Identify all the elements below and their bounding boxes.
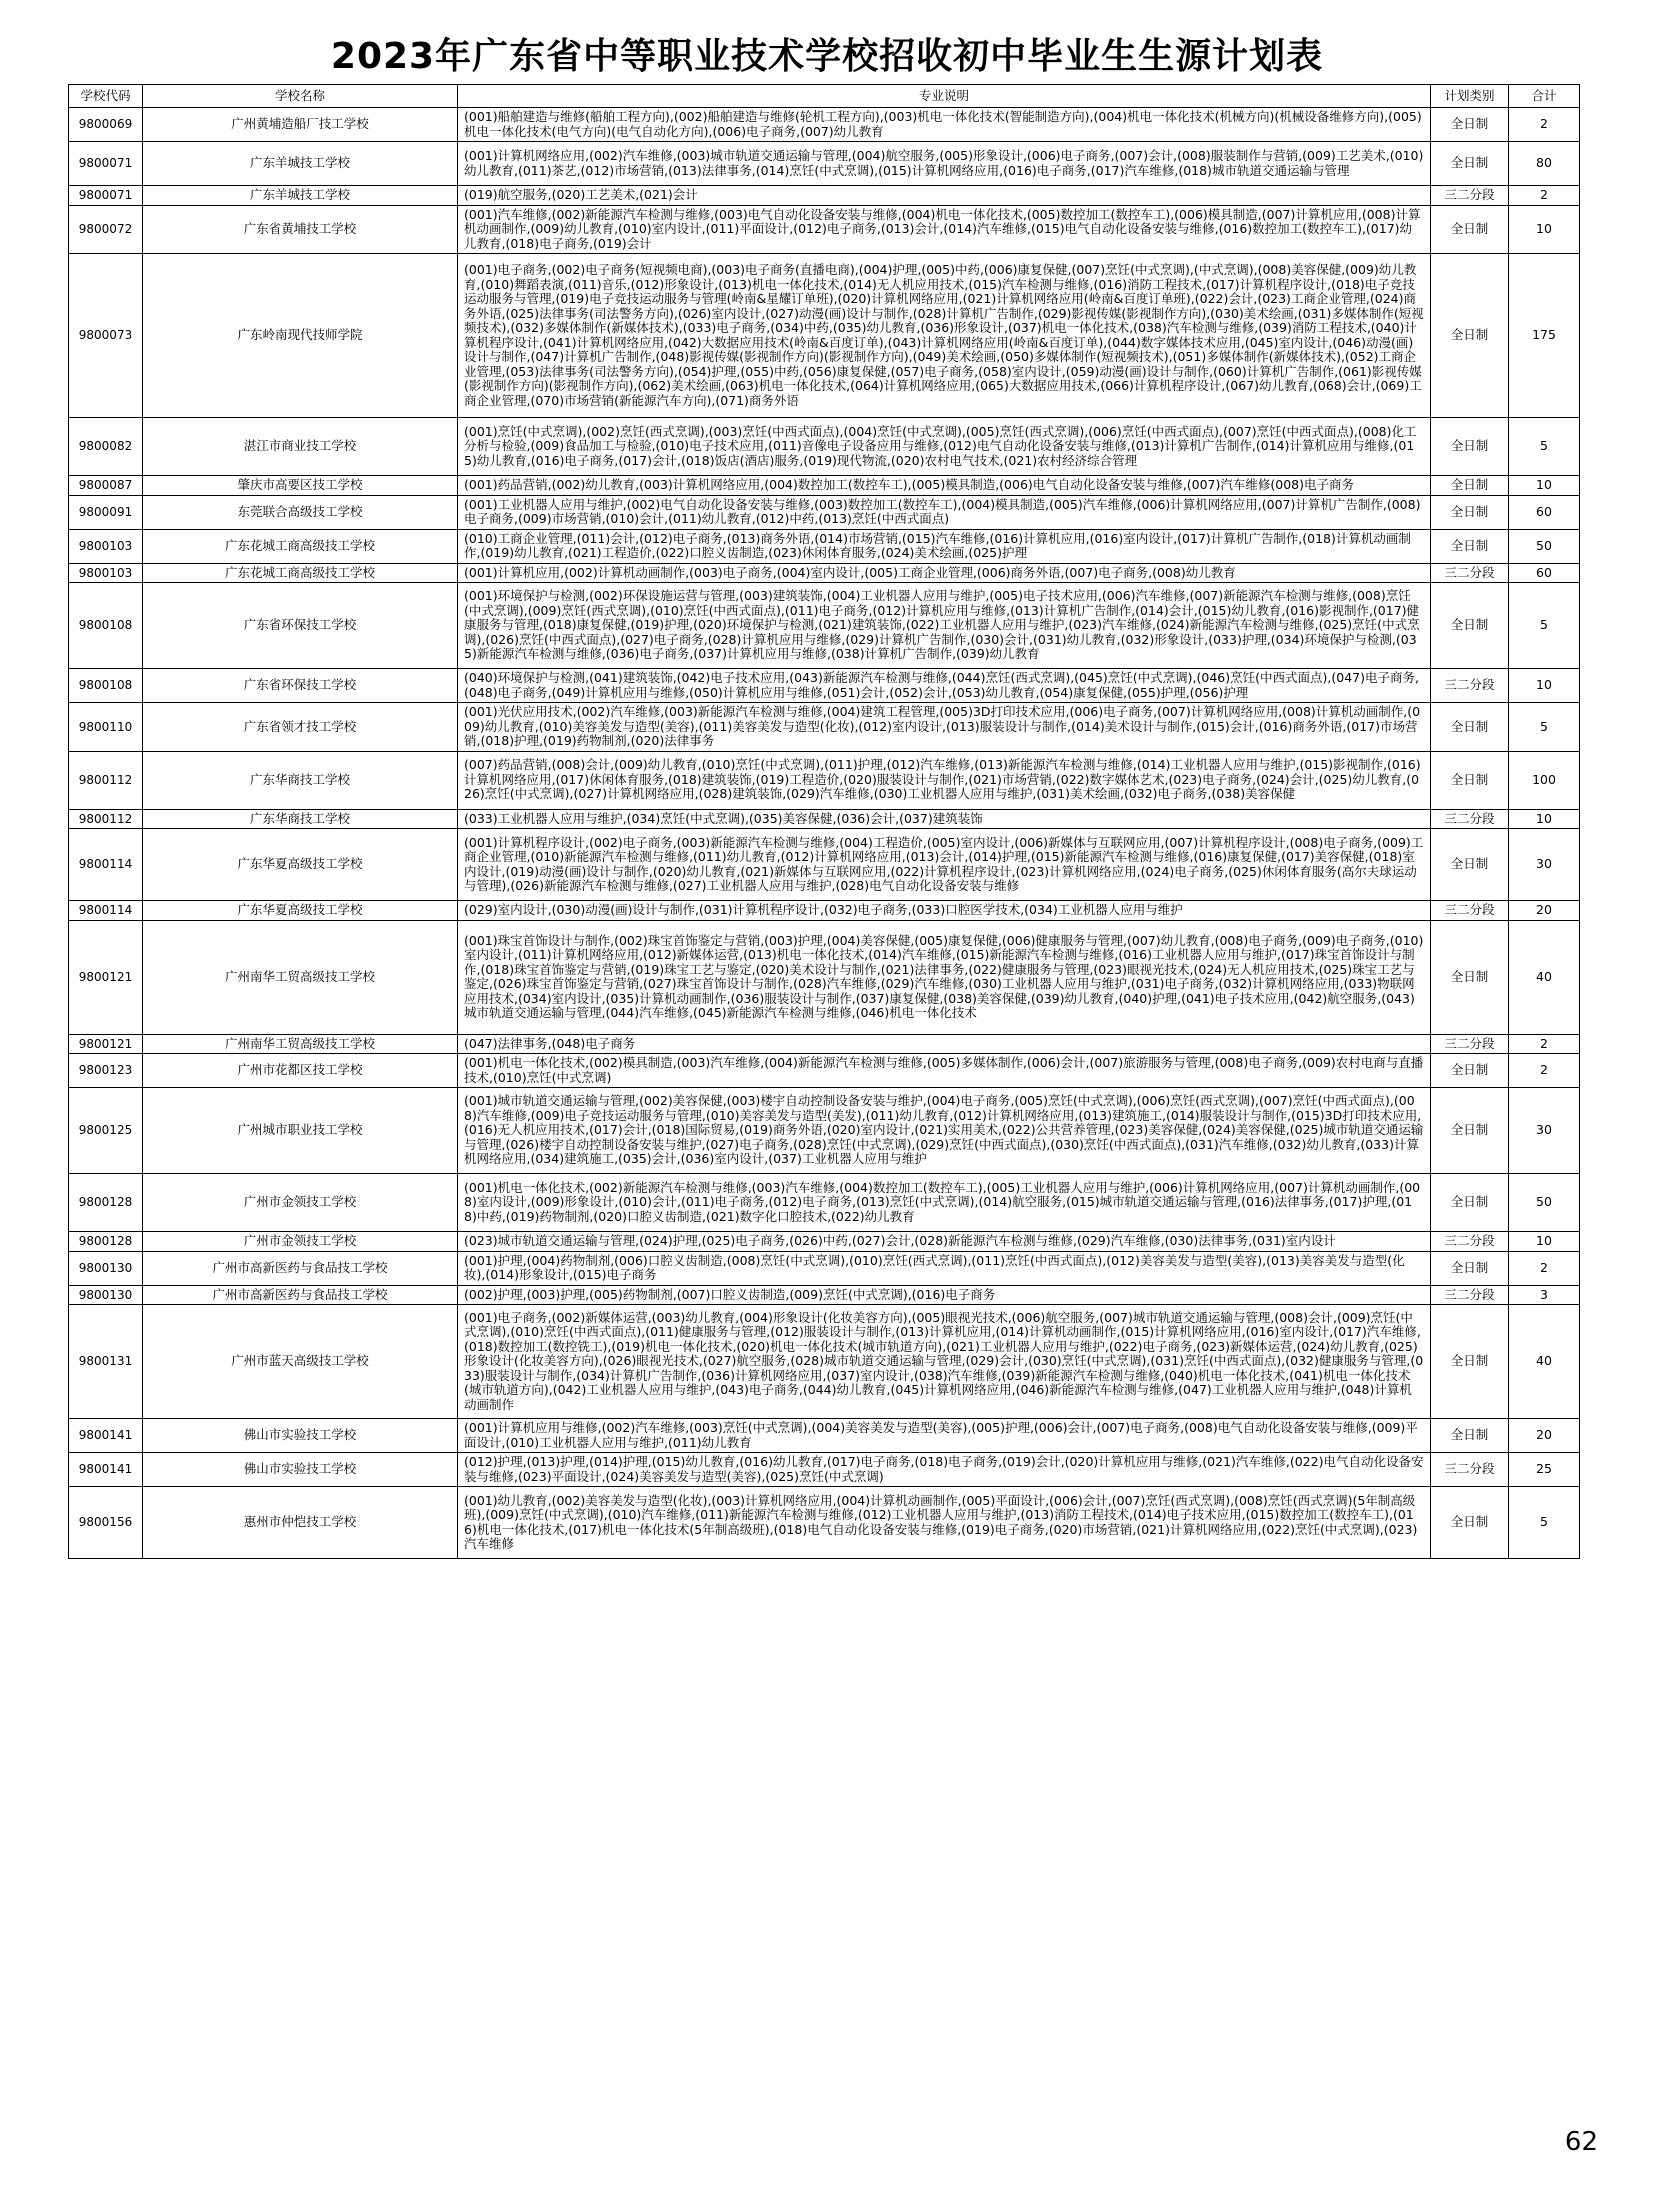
school-name-cell: 东莞联合高级技工学校 xyxy=(143,495,458,529)
header-total: 合计 xyxy=(1509,85,1580,108)
major-description-cell: (001)计算机网络应用,(002)汽车维修,(003)城市轨道交通运输与管理,(004)航空服务,(005)形象设计,(006)电子商务,(007)会计,(008)服装制作与营销,(009)工艺美术,(010)幼儿教育,(011)茶艺,(012)市场营销,(013)法律事务,(014)烹饪(中式烹调),(015)计算机网络应用,(016)电子商务,(017)汽车维修,(018)城市轨道交通运输与管理 xyxy=(458,142,1431,186)
plan-type-cell: 全日制 xyxy=(1431,703,1509,752)
major-description-cell: (001)电子商务,(002)电子商务(短视频电商),(003)电子商务(直播电商),(004)护理,(005)中药,(006)康复保健,(007)烹饪(中式烹调),(中式烹调),(008)美容保健,(009)幼儿教育,(010)舞蹈表演,(011)音乐,(012)形象设计,(013)机电一体化技术,(014)无人机应用技术,(015)汽车检测与维修,(016)消防工程技术,(017)计算机程序设计,(018)电子竞技运动服务与管理,(019)电子竞技运动服务与管理(岭南&星耀订单班),(020)计算机网络应用,(021)计算机网络应用(岭南&百度订单班),(022)会计,(023)工商企业管理,(024)商务外语,(025)法律事务(司法警务方向),(026)室内设计,(027)动漫(画)设计与制作,(028)计算机广告制作,(029)影视传媒(影视制作方向),(030)美术绘画,(031)多媒体制作(短视频技术),(032)多媒体制作(新媒体技术),(033)电子商务,(034)中药,(035)幼儿教育,(036)形象设计,(037)机电一体化技术,(038)汽车检测与维修,(039)消防工程技术,(040)计算机程序设计,(041)计算机网络应用,(042)大数据应用技术(岭南&百度订单),(043)计算机网络应用(岭南&百度订单),(044)数字媒体技术应用,(045)室内设计,(046)动漫(画)设计与制作,(047)计算机广告制作,(048)影视传媒(影视制作方向)(影视制作方向),(049)美术绘画,(050)多媒体制作(短视频技术),(051)多媒体制作(新媒体技术),(052)工商企业管理,(053)法律事务(司法警务方向),(054)护理,(055)中药,(056)康复保健,(057)电子商务,(058)室内设计,(059)动漫(画)设计与制作,(060)计算机广告制作,(061)影视传媒(影视制作方向)(影视制作方向),(062)美术绘画,(063)机电一体化技术,(064)计算机网络应用,(065)大数据应用技术,(066)计算机程序设计,(067)幼儿教育,(068)会计,(069)工商企业管理,(070)市场营销(新能源汽车方向),(071)商务外语 xyxy=(458,254,1431,418)
school-name-cell: 广东华商技工学校 xyxy=(143,751,458,809)
school-name-cell: 广州南华工贸高级技工学校 xyxy=(143,1034,458,1054)
major-description-cell: (001)计算机程序设计,(002)电子商务,(003)新能源汽车检测与维修,(004)工程造价,(005)室内设计,(006)新媒体与互联网应用,(007)计算机程序设计,(008)电子商务,(009)工商企业管理,(010)新能源汽车检测与维修,(011)幼儿教育,(012)计算机网络应用,(013)会计,(014)护理,(015)新能源汽车检测与维修,(016)康复保健,(017)美容保健,(018)室内设计,(019)动漫(画)设计与制作,(020)幼儿教育,(021)新媒体与互联网应用,(022)计算机程序设计,(023)计算机网络应用,(024)电子商务,(025)休闲体育服务(高尔夫球运动与管理),(026)新能源汽车检测与维修,(027)工业机器人应用与维护,(028)电气自动化设备安装与维修 xyxy=(458,829,1431,901)
school-code-cell: 9800071 xyxy=(69,186,143,206)
major-description-cell: (047)法律事务,(048)电子商务 xyxy=(458,1034,1431,1054)
total-cell: 2 xyxy=(1509,1251,1580,1285)
school-code-cell: 9800121 xyxy=(69,920,143,1034)
total-cell: 5 xyxy=(1509,583,1580,669)
plan-type-cell: 三二分段 xyxy=(1431,669,1509,703)
school-code-cell: 9800131 xyxy=(69,1305,143,1419)
total-cell: 10 xyxy=(1509,809,1580,829)
total-cell: 60 xyxy=(1509,563,1580,583)
plan-type-cell: 全日制 xyxy=(1431,1487,1509,1559)
school-code-cell: 9800130 xyxy=(69,1285,143,1305)
plan-type-cell: 全日制 xyxy=(1431,583,1509,669)
major-description-cell: (007)药品营销,(008)会计,(009)幼儿教育,(010)烹饪(中式烹调),(011)护理,(012)汽车维修,(013)新能源汽车检测与维修,(014)工业机器人应用与维护,(015)影视制作,(016)计算机网络应用,(017)休闲体育服务,(018)建筑装饰,(019)工程造价,(020)服装设计与制作,(021)市场营销,(022)数字媒体艺术,(023)电子商务,(024)会计,(025)幼儿教育,(026)烹饪(中式烹调),(027)计算机网络应用,(028)建筑装饰,(029)汽车维修,(030)工业机器人应用与维护,(031)美术绘画,(032)电子商务,(038)美容保健 xyxy=(458,751,1431,809)
school-code-cell: 9800130 xyxy=(69,1251,143,1285)
table-row xyxy=(69,1305,1580,1419)
school-code-cell: 9800114 xyxy=(69,901,143,921)
header-plan-type: 计划类别 xyxy=(1431,85,1509,108)
school-code-cell: 9800125 xyxy=(69,1088,143,1174)
school-code-cell: 9800123 xyxy=(69,1054,143,1088)
major-description-cell: (001)护理,(004)药物制剂,(006)口腔义齿制造,(008)烹饪(中式烹调),(010)烹饪(西式烹调),(011)烹饪(中西式面点),(012)美容美发与造型(美容),(013)美容美发与造型(化妆),(014)形象设计,(015)电子商务 xyxy=(458,1251,1431,1285)
school-name-cell: 广州黄埔造船厂技工学校 xyxy=(143,108,458,142)
school-code-cell: 9800108 xyxy=(69,669,143,703)
table-row xyxy=(69,1419,1580,1453)
plan-type-cell: 三二分段 xyxy=(1431,901,1509,921)
total-cell: 50 xyxy=(1509,1174,1580,1232)
table-row xyxy=(69,1453,1580,1487)
school-code-cell: 9800128 xyxy=(69,1232,143,1252)
school-code-cell: 9800091 xyxy=(69,495,143,529)
page-title: 2023年广东省中等职业技术学校招收初中毕业生生源计划表 xyxy=(330,36,1324,77)
enrollment-plan-table xyxy=(68,84,1580,1559)
major-description-cell: (010)工商企业管理,(011)会计,(012)电子商务,(013)商务外语,(014)市场营销,(015)汽车维修,(016)计算机应用,(016)室内设计,(017)计算机广告制作,(018)计算机动画制作,(019)幼儿教育,(021)工程造价,(022)口腔义齿制造,(023)休闲体育服务,(024)美术绘画,(025)护理 xyxy=(458,529,1431,563)
major-description-cell: (023)城市轨道交通运输与管理,(024)护理,(025)电子商务,(026)中药,(027)会计,(028)新能源汽车检测与维修,(029)汽车维修,(030)法律事务,(031)室内设计 xyxy=(458,1232,1431,1252)
plan-type-cell: 全日制 xyxy=(1431,495,1509,529)
plan-type-cell: 全日制 xyxy=(1431,108,1509,142)
plan-type-cell: 三二分段 xyxy=(1431,563,1509,583)
header-school-code: 学校代码 xyxy=(69,85,143,108)
table-row xyxy=(69,1034,1580,1054)
total-cell: 80 xyxy=(1509,142,1580,186)
total-cell: 20 xyxy=(1509,1419,1580,1453)
major-description-cell: (033)工业机器人应用与维护,(034)烹饪(中式烹调),(035)美容保健,(036)会计,(037)建筑装饰 xyxy=(458,809,1431,829)
plan-type-cell: 三二分段 xyxy=(1431,1034,1509,1054)
major-description-cell: (001)幼儿教育,(002)美容美发与造型(化妆),(003)计算机网络应用,(004)计算机动画制作,(005)平面设计,(006)会计,(007)烹饪(西式烹调),(008)烹饪(西式烹调)(5年制高级班),(009)烹饪(中式烹调),(010)汽车维修,(011)新能源汽车检测与维修,(012)工业机器人应用与维护,(013)消防工程技术,(014)电子技术应用,(015)数控加工(数控车工),(016)机电一体化技术,(017)机电一体化技术(5年制高级班),(018)电气自动化设备安装与维修,(019)电子商务,(020)市场营销,(021)计算机网络应用,(022)烹饪(中式烹调),(023)汽车维修 xyxy=(458,1487,1431,1559)
school-name-cell: 广东花城工商高级技工学校 xyxy=(143,529,458,563)
major-description-cell: (012)护理,(013)护理,(014)护理,(015)幼儿教育,(016)幼儿教育,(017)电子商务,(018)电子商务,(019)会计,(020)计算机应用与维修,(021)汽车维修,(022)电气自动化设备安装与维修,(023)平面设计,(024)美容美发与造型(美容),(025)烹饪(中式烹调) xyxy=(458,1453,1431,1487)
plan-type-cell: 全日制 xyxy=(1431,829,1509,901)
major-description-cell: (029)室内设计,(030)动漫(画)设计与制作,(031)计算机程序设计,(032)电子商务,(033)口腔医学技术,(034)工业机器人应用与维护 xyxy=(458,901,1431,921)
school-name-cell: 广州市高新医药与食品技工学校 xyxy=(143,1285,458,1305)
total-cell: 10 xyxy=(1509,669,1580,703)
total-cell: 2 xyxy=(1509,186,1580,206)
table-row xyxy=(69,669,1580,703)
school-code-cell: 9800110 xyxy=(69,703,143,752)
total-cell: 5 xyxy=(1509,418,1580,476)
total-cell: 2 xyxy=(1509,1034,1580,1054)
major-description-cell: (001)工业机器人应用与维护,(002)电气自动化设备安装与维修,(003)数控加工(数控车工),(004)模具制造,(005)汽车维修,(006)计算机网络应用,(007)计算机广告制作,(008)电子商务,(009)市场营销,(010)会计,(011)幼儿教育,(012)中药,(013)烹饪(中西式面点) xyxy=(458,495,1431,529)
school-name-cell: 肇庆市高要区技工学校 xyxy=(143,476,458,496)
total-cell: 2 xyxy=(1509,108,1580,142)
plan-type-cell: 全日制 xyxy=(1431,1054,1509,1088)
plan-type-cell: 全日制 xyxy=(1431,205,1509,254)
school-name-cell: 广东华商技工学校 xyxy=(143,809,458,829)
total-cell: 25 xyxy=(1509,1453,1580,1487)
plan-type-cell: 三二分段 xyxy=(1431,809,1509,829)
plan-type-cell: 全日制 xyxy=(1431,1251,1509,1285)
major-description-cell: (001)计算机应用与维修,(002)汽车维修,(003)烹饪(中式烹调),(004)美容美发与造型(美容),(005)护理,(006)会计,(007)电子商务,(008)电气自动化设备安装与维修,(009)平面设计,(010)工业机器人应用与维护,(011)幼儿教育 xyxy=(458,1419,1431,1453)
table-row xyxy=(69,142,1580,186)
header-major-description: 专业说明 xyxy=(458,85,1431,108)
table-row xyxy=(69,1251,1580,1285)
school-code-cell: 9800072 xyxy=(69,205,143,254)
major-description-cell: (040)环境保护与检测,(041)建筑装饰,(042)电子技术应用,(043)新能源汽车检测与维修,(044)烹饪(西式烹调),(045)烹饪(中式烹调),(046)烹饪(中西式面点),(047)电子商务,(048)电子商务,(049)计算机应用与维修,(050)计算机应用与维修,(051)会计,(052)会计,(053)幼儿教育,(054)康复保健,(055)护理,(056)护理 xyxy=(458,669,1431,703)
total-cell: 5 xyxy=(1509,703,1580,752)
table-row xyxy=(69,829,1580,901)
school-code-cell: 9800112 xyxy=(69,809,143,829)
school-name-cell: 广东省领才技工学校 xyxy=(143,703,458,752)
table-body xyxy=(69,108,1580,1559)
school-name-cell: 广东华夏高级技工学校 xyxy=(143,829,458,901)
total-cell: 30 xyxy=(1509,1088,1580,1174)
plan-type-cell: 全日制 xyxy=(1431,476,1509,496)
school-name-cell: 广州市金领技工学校 xyxy=(143,1174,458,1232)
table-row xyxy=(69,476,1580,496)
page-number: 62 xyxy=(1564,2127,1598,2157)
school-name-cell: 湛江市商业技工学校 xyxy=(143,418,458,476)
school-code-cell: 9800087 xyxy=(69,476,143,496)
school-code-cell: 9800112 xyxy=(69,751,143,809)
school-name-cell: 佛山市实验技工学校 xyxy=(143,1453,458,1487)
total-cell: 10 xyxy=(1509,476,1580,496)
major-description-cell: (001)机电一体化技术,(002)模具制造,(003)汽车维修,(004)新能源汽车检测与维修,(005)多媒体制作,(006)会计,(007)旅游服务与管理,(008)电子商务,(009)农村电商与直播技术,(010)烹饪(中式烹调) xyxy=(458,1054,1431,1088)
table-row xyxy=(69,809,1580,829)
major-description-cell: (001)汽车维修,(002)新能源汽车检测与维修,(003)电气自动化设备安装与维修,(004)机电一体化技术,(005)数控加工(数控车工),(006)模具制造,(007)计算机应用,(008)计算机动画制作,(009)幼儿教育,(010)室内设计,(011)平面设计,(012)电子商务,(013)会计,(014)汽车维修,(015)电气自动化设备安装与维修,(016)数控加工(数控车工),(017)幼儿教育,(018)电子商务,(019)会计 xyxy=(458,205,1431,254)
school-name-cell: 广州市花都区技工学校 xyxy=(143,1054,458,1088)
school-code-cell: 9800103 xyxy=(69,563,143,583)
table-row xyxy=(69,186,1580,206)
plan-type-cell: 全日制 xyxy=(1431,920,1509,1034)
plan-type-cell: 全日制 xyxy=(1431,529,1509,563)
table-row xyxy=(69,1054,1580,1088)
major-description-cell: (001)机电一体化技术,(002)新能源汽车检测与维修,(003)汽车维修,(004)数控加工(数控车工),(005)工业机器人应用与维护,(006)计算机网络应用,(007)计算机动画制作,(008)室内设计,(009)形象设计,(010)会计,(011)电子商务,(012)电子商务,(013)烹饪(中式烹调),(014)航空服务,(015)城市轨道交通运输与管理,(016)法律事务,(017)护理,(018)中药,(019)药物制剂,(020)口腔义齿制造,(021)数字化口腔技术,(022)幼儿教育 xyxy=(458,1174,1431,1232)
school-code-cell: 9800069 xyxy=(69,108,143,142)
major-description-cell: (002)护理,(003)护理,(005)药物制剂,(007)口腔义齿制造,(009)烹饪(中式烹调),(016)电子商务 xyxy=(458,1285,1431,1305)
major-description-cell: (001)环境保护与检测,(002)环保设施运营与管理,(003)建筑装饰,(004)工业机器人应用与维护,(005)电子技术应用,(006)汽车维修,(007)新能源汽车检测与维修,(008)烹饪(中式烹调),(009)烹饪(西式烹调),(010)烹饪(中西式面点),(011)电子商务,(012)计算机应用与维修,(013)计算机广告制作,(014)会计,(015)幼儿教育,(016)影视制作,(017)健康服务与管理,(018)康复保健,(019)护理,(020)环境保护与检测,(021)建筑装饰,(022)工业机器人应用与维护,(023)汽车维修,(024)新能源汽车检测与维修,(025)烹饪(中式烹调),(026)烹饪(中西式面点),(027)电子商务,(028)计算机应用与维修,(029)计算机广告制作,(030)会计,(031)幼儿教育,(032)形象设计,(033)护理,(034)环境保护与检测,(035)新能源汽车检测与维修,(036)电子商务,(037)计算机应用与维修,(038)计算机广告制作,(039)幼儿教育 xyxy=(458,583,1431,669)
table-row xyxy=(69,583,1580,669)
school-code-cell: 9800121 xyxy=(69,1034,143,1054)
major-description-cell: (019)航空服务,(020)工艺美术,(021)会计 xyxy=(458,186,1431,206)
school-name-cell: 广东省环保技工学校 xyxy=(143,583,458,669)
table-row xyxy=(69,1088,1580,1174)
school-name-cell: 广东省环保技工学校 xyxy=(143,669,458,703)
table-row xyxy=(69,1487,1580,1559)
major-description-cell: (001)电子商务,(002)新媒体运营,(003)幼儿教育,(004)形象设计(化妆美容方向),(005)眼视光技术,(006)航空服务,(007)城市轨道交通运输与管理,(008)会计,(009)烹饪(中式烹调),(010)烹饪(中西式面点),(011)健康服务与管理,(012)服装设计与制作,(013)计算机应用,(014)计算机动画制作,(015)计算机网络应用,(016)室内设计,(017)汽车维修,(018)数控加工(数控铣工),(019)机电一体化技术,(020)机电一体化技术(城市轨道方向),(021)工业机器人应用与维护,(022)电子商务,(023)新媒体运营,(024)幼儿教育,(025)形象设计(化妆美容方向),(026)眼视光技术,(027)航空服务,(028)城市轨道交通运输与管理,(029)会计,(030)烹饪(中式烹调),(031)烹饪(中西式面点),(032)健康服务与管理,(033)服装设计与制作,(034)计算机广告制作,(036)计算机网络应用,(037)室内设计,(038)汽车维修,(039)新能源汽车检测与维修,(040)机电一体化技术,(041)机电一体化技术(城市轨道方向),(042)工业机器人应用与维护,(043)电子商务,(044)幼儿教育,(045)计算机网络应用,(046)新能源汽车检测与维修,(047)工业机器人应用与维护,(048)计算机动画制作 xyxy=(458,1305,1431,1419)
total-cell: 3 xyxy=(1509,1285,1580,1305)
school-name-cell: 广东羊城技工学校 xyxy=(143,142,458,186)
total-cell: 10 xyxy=(1509,1232,1580,1252)
table-row xyxy=(69,703,1580,752)
major-description-cell: (001)城市轨道交通运输与管理,(002)美容保健,(003)楼宇自动控制设备安装与维护,(004)电子商务,(005)烹饪(中式烹调),(006)烹饪(西式烹调),(007)烹饪(中西式面点),(008)汽车维修,(009)电子竞技运动服务与管理,(010)美容美发与造型(美发),(011)幼儿教育,(012)计算机网络应用,(013)建筑施工,(014)服装设计与制作,(015)3D打印技术应用,(016)无人机应用技术,(017)会计,(018)国际贸易,(019)商务外语,(020)室内设计,(021)实用美术,(022)公共营养管理,(023)美容保健,(024)美容保健,(025)城市轨道交通运输与管理,(026)楼宇自动控制设备安装与维护,(027)电子商务,(028)烹饪(中式烹调),(029)烹饪(中西式面点),(030)烹饪(中西式面点),(031)汽车维修,(032)幼儿教育,(033)计算机网络应用,(034)建筑施工,(035)会计,(036)室内设计,(037)工业机器人应用与维护 xyxy=(458,1088,1431,1174)
table-row xyxy=(69,1285,1580,1305)
total-cell: 100 xyxy=(1509,751,1580,809)
total-cell: 60 xyxy=(1509,495,1580,529)
plan-type-cell: 全日制 xyxy=(1431,1419,1509,1453)
school-code-cell: 9800128 xyxy=(69,1174,143,1232)
table-row xyxy=(69,920,1580,1034)
table-row xyxy=(69,495,1580,529)
table-row xyxy=(69,1174,1580,1232)
school-code-cell: 9800108 xyxy=(69,583,143,669)
school-name-cell: 惠州市仲恺技工学校 xyxy=(143,1487,458,1559)
total-cell: 40 xyxy=(1509,1305,1580,1419)
table-row xyxy=(69,1232,1580,1252)
plan-type-cell: 三二分段 xyxy=(1431,1453,1509,1487)
school-name-cell: 广东华夏高级技工学校 xyxy=(143,901,458,921)
table-header-row xyxy=(69,85,1580,108)
major-description-cell: (001)光伏应用技术,(002)汽车维修,(003)新能源汽车检测与维修,(004)建筑工程管理,(005)3D打印技术应用,(006)电子商务,(007)计算机网络应用,(008)计算机动画制作,(009)幼儿教育,(010)美容美发与造型(美容),(011)美容美发与造型(化妆),(012)室内设计,(013)服装设计与制作,(014)美术设计与制作,(015)会计,(016)商务外语,(017)市场营销,(018)护理,(019)药物制剂,(020)法律事务 xyxy=(458,703,1431,752)
total-cell: 10 xyxy=(1509,205,1580,254)
table-row xyxy=(69,205,1580,254)
school-code-cell: 9800082 xyxy=(69,418,143,476)
table-row xyxy=(69,529,1580,563)
major-description-cell: (001)烹饪(中式烹调),(002)烹饪(西式烹调),(003)烹饪(中西式面点),(004)烹饪(中式烹调),(005)烹饪(西式烹调),(006)烹饪(中西式面点),(007)烹饪(中西式面点),(008)化工分析与检验,(009)食品加工与检验,(010)电子技术应用,(011)音像电子设备应用与维修,(012)电气自动化设备安装与维修,(013)计算机广告制作,(014)计算机应用与维修,(015)幼儿教育,(016)电子商务,(017)会计,(018)饭店(酒店)服务,(019)现代物流,(020)农村电气技术,(021)农村经济综合管理 xyxy=(458,418,1431,476)
table-row xyxy=(69,254,1580,418)
plan-type-cell: 全日制 xyxy=(1431,254,1509,418)
school-name-cell: 佛山市实验技工学校 xyxy=(143,1419,458,1453)
major-description-cell: (001)珠宝首饰设计与制作,(002)珠宝首饰鉴定与营销,(003)护理,(004)美容保健,(005)康复保健,(006)健康服务与管理,(007)幼儿教育,(008)电子商务,(009)电子商务,(010)室内设计,(011)计算机网络应用,(012)新媒体运营,(013)机电一体化技术,(014)汽车维修,(015)新能源汽车检测与维修,(016)工业机器人应用与维护,(017)珠宝首饰设计与制作,(018)珠宝首饰鉴定与营销,(019)珠宝工艺与鉴定,(020)美术设计与制作,(021)法律事务,(022)健康服务与管理,(023)眼视光技术,(024)无人机应用技术,(025)珠宝工艺与鉴定,(026)珠宝首饰鉴定与营销,(027)珠宝首饰设计与制作,(028)汽车维修,(029)汽车维修,(030)工业机器人应用与维护,(031)电子商务,(032)计算机网络应用,(033)物联网应用技术,(034)室内设计,(035)计算机动画制作,(036)服装设计与制作,(037)康复保健,(038)美容保健,(039)幼儿教育,(040)护理,(041)电子技术应用,(042)航空服务,(043)城市轨道交通运输与管理,(044)汽车维修,(045)新能源汽车检测与维修,(046)机电一体化技术 xyxy=(458,920,1431,1034)
school-name-cell: 广州城市职业技工学校 xyxy=(143,1088,458,1174)
plan-type-cell: 全日制 xyxy=(1431,418,1509,476)
plan-type-cell: 三二分段 xyxy=(1431,1285,1509,1305)
total-cell: 2 xyxy=(1509,1054,1580,1088)
table-row xyxy=(69,108,1580,142)
plan-type-cell: 全日制 xyxy=(1431,1174,1509,1232)
school-name-cell: 广东羊城技工学校 xyxy=(143,186,458,206)
school-name-cell: 广州南华工贸高级技工学校 xyxy=(143,920,458,1034)
total-cell: 5 xyxy=(1509,1487,1580,1559)
table-row xyxy=(69,901,1580,921)
table-row xyxy=(69,751,1580,809)
school-name-cell: 广东岭南现代技师学院 xyxy=(143,254,458,418)
table-row xyxy=(69,418,1580,476)
total-cell: 50 xyxy=(1509,529,1580,563)
total-cell: 20 xyxy=(1509,901,1580,921)
school-name-cell: 广东花城工商高级技工学校 xyxy=(143,563,458,583)
plan-type-cell: 三二分段 xyxy=(1431,1232,1509,1252)
total-cell: 40 xyxy=(1509,920,1580,1034)
plan-type-cell: 全日制 xyxy=(1431,1088,1509,1174)
school-code-cell: 9800071 xyxy=(69,142,143,186)
total-cell: 30 xyxy=(1509,829,1580,901)
header-school-name: 学校名称 xyxy=(143,85,458,108)
school-code-cell: 9800156 xyxy=(69,1487,143,1559)
major-description-cell: (001)船舶建造与维修(船舶工程方向),(002)船舶建造与维修(轮机工程方向),(003)机电一体化技术(智能制造方向),(004)机电一体化技术(机械方向)(机械设备维修方向),(005)机电一体化技术(电气方向)(电气自动化方向),(006)电子商务,(007)幼儿教育 xyxy=(458,108,1431,142)
school-code-cell: 9800141 xyxy=(69,1419,143,1453)
school-code-cell: 9800073 xyxy=(69,254,143,418)
school-name-cell: 广东省黄埔技工学校 xyxy=(143,205,458,254)
plan-type-cell: 全日制 xyxy=(1431,142,1509,186)
table-row xyxy=(69,563,1580,583)
school-code-cell: 9800141 xyxy=(69,1453,143,1487)
major-description-cell: (001)计算机应用,(002)计算机动画制作,(003)电子商务,(004)室内设计,(005)工商企业管理,(006)商务外语,(007)电子商务,(008)幼儿教育 xyxy=(458,563,1431,583)
school-name-cell: 广州市金领技工学校 xyxy=(143,1232,458,1252)
plan-type-cell: 全日制 xyxy=(1431,751,1509,809)
school-name-cell: 广州市蓝天高级技工学校 xyxy=(143,1305,458,1419)
plan-type-cell: 全日制 xyxy=(1431,1305,1509,1419)
total-cell: 175 xyxy=(1509,254,1580,418)
plan-type-cell: 三二分段 xyxy=(1431,186,1509,206)
school-code-cell: 9800114 xyxy=(69,829,143,901)
school-code-cell: 9800103 xyxy=(69,529,143,563)
school-name-cell: 广州市高新医药与食品技工学校 xyxy=(143,1251,458,1285)
major-description-cell: (001)药品营销,(002)幼儿教育,(003)计算机网络应用,(004)数控加工(数控车工),(005)模具制造,(006)电气自动化设备安装与维修,(007)汽车维修(008)电子商务 xyxy=(458,476,1431,496)
